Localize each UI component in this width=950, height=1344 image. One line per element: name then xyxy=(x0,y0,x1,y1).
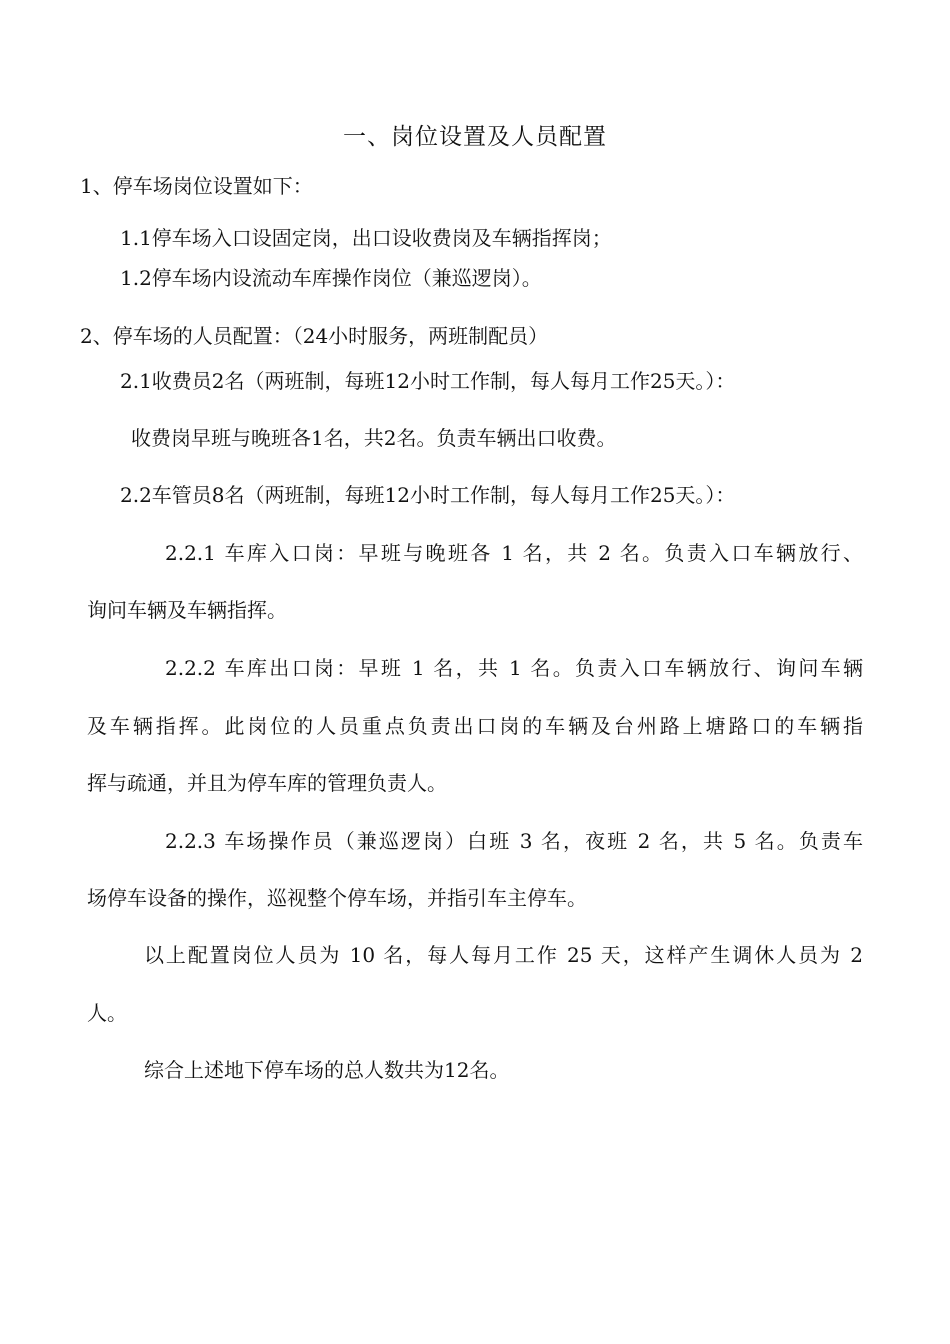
summary-line-2: 人。 xyxy=(87,1001,127,1025)
item-2-1-detail: 收费岗早班与晚班各1名，共2名。负责车辆出口收费。 xyxy=(131,426,617,450)
section-1-heading: 1、停车场岗位设置如下： xyxy=(80,174,313,198)
para-2-2-3-line-1: 2.2.3 车场操作员（兼巡逻岗）白班 3 名，夜班 2 名，共 5 名。负责车 xyxy=(165,829,863,853)
para-2-2-1-line-1: 2.2.1 车库入口岗：早班与晚班各 1 名，共 2 名。负责入口车辆放行、 xyxy=(165,541,863,565)
para-2-2-2-line-3: 挥与疏通，并且为停车库的管理负责人。 xyxy=(87,771,447,795)
total-statement: 综合上述地下停车场的总人数共为12名。 xyxy=(144,1058,510,1082)
item-2-1: 2.1收费员2名（两班制，每班12小时工作制，每人每月工作25天。）： xyxy=(120,369,736,393)
section-2-heading: 2、停车场的人员配置：（24小时服务，两班制配员） xyxy=(80,324,549,348)
para-2-2-2-line-1: 2.2.2 车库出口岗：早班 1 名，共 1 名。负责入口车辆放行、询问车辆 xyxy=(165,656,863,680)
item-2-2: 2.2车管员8名（两班制，每班12小时工作制，每人每月工作25天。）： xyxy=(120,483,736,507)
para-2-2-3-line-2: 场停车设备的操作，巡视整个停车场，并指引车主停车。 xyxy=(87,886,587,910)
item-1-2: 1.2停车场内设流动车库操作岗位（兼巡逻岗）。 xyxy=(120,266,542,290)
document-title: 一、岗位设置及人员配置 xyxy=(343,124,607,150)
para-2-2-1-line-2: 询问车辆及车辆指挥。 xyxy=(87,598,287,622)
summary-line-1: 以上配置岗位人员为 10 名，每人每月工作 25 天，这样产生调休人员为 2 xyxy=(144,943,863,967)
para-2-2-2-line-2: 及车辆指挥。此岗位的人员重点负责出口岗的车辆及台州路上塘路口的车辆指 xyxy=(87,714,863,738)
item-1-1: 1.1停车场入口设固定岗，出口设收费岗及车辆指挥岗； xyxy=(120,226,612,250)
